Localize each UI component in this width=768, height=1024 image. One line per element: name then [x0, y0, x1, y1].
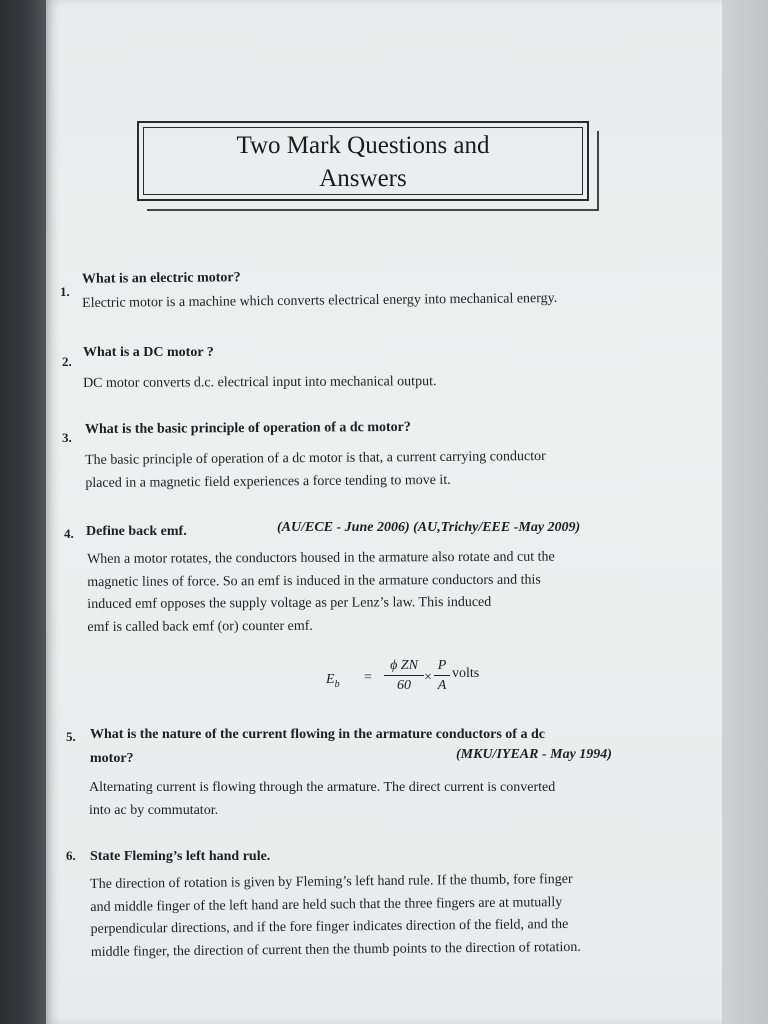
question-number: 4.: [64, 526, 74, 541]
answer-line: perpendicular directions, and if the fore finger indicates direction of the field, and the: [90, 916, 569, 937]
answer-line: Electric motor is a machine which converts electrical energy into mechanical energy.: [82, 291, 558, 311]
formula-unit: volts: [452, 666, 480, 681]
question-number: 6.: [66, 848, 76, 863]
formula-equals: =: [364, 670, 372, 685]
answer-text: [85, 445, 665, 495]
answer-text: [87, 546, 661, 639]
answer-line: induced emf opposes the supply voltage as per Lenz’s law. This induced: [87, 594, 492, 612]
exam-reference: (AU/ECE - June 2006) (AU,Trichy/EEE -May 2009): [277, 520, 581, 535]
answer-line: placed in a magnetic field experiences a force tending to move it.: [85, 472, 451, 491]
question-number: 3.: [62, 430, 72, 445]
answer-text: [89, 777, 659, 822]
answer-line: When a motor rotates, the conductors housed in the armature also rotate and cut the: [87, 549, 555, 567]
chapter-title-line2: Answers: [319, 165, 407, 192]
question-number: 5.: [66, 729, 76, 744]
answer-line: Alternating current is flowing through the armature. The direct current is converted: [89, 780, 556, 795]
answer-text: [90, 868, 655, 964]
question-number: 1.: [60, 284, 70, 299]
formula-lhs: $E_b$: [326, 672, 340, 690]
formula-fraction-2: [434, 658, 450, 694]
exam-reference: (MKU/IYEAR - May 1994): [456, 747, 612, 762]
question-title: State Fleming’s left hand rule.: [90, 849, 271, 864]
chapter-title-line1: Two Mark Questions and: [236, 132, 490, 159]
question-title: What is a DC motor ?: [83, 345, 214, 360]
answer-line: DC motor converts d.c. electrical input into mechanical output.: [83, 374, 437, 391]
answer-line: The direction of rotation is given by Fleming’s left hand rule. If the thumb, fore finger: [90, 871, 573, 892]
answer-line: emf is called back emf (or) counter emf.: [87, 618, 313, 635]
formula-times: ×: [424, 670, 432, 685]
page-edge: [722, 0, 768, 1024]
answer-text: [83, 370, 643, 395]
chapter-title: [139, 129, 587, 195]
answer-line: and middle finger of the left hand are held such that the three fingers are at mutually: [90, 894, 563, 915]
question-title: What is an electric motor?: [81, 270, 241, 287]
question-title-continued: motor?: [90, 751, 134, 766]
answer-line: into ac by commutator.: [89, 802, 219, 818]
back-emf-formula: [326, 658, 496, 702]
answer-line: magnetic lines of force. So an emf is induced in the armature conductors and this: [87, 572, 541, 590]
book-spine-shadow: [0, 0, 48, 1024]
answer-line: middle finger, the direction of current then the thumb points to the direction of rotation.: [90, 939, 581, 960]
chapter-title-box: [137, 121, 589, 201]
formula-denominator-1: 60: [397, 678, 411, 693]
formula-denominator-2: A: [437, 678, 447, 693]
answer-line: The basic principle of operation of a dc motor is that, a current carrying conductor: [85, 448, 546, 468]
formula-numerator-1: ϕ ZN: [384, 658, 424, 676]
question-title: What is the basic principle of operation of a dc motor?: [84, 419, 411, 438]
question-number: 2.: [62, 354, 72, 369]
formula-numerator-2: P: [434, 658, 450, 676]
question-title: What is the nature of the current flowing in the armature conductors of a dc: [90, 727, 545, 742]
formula-fraction-1: [384, 658, 424, 694]
question-title: Define back emf.: [86, 524, 187, 539]
